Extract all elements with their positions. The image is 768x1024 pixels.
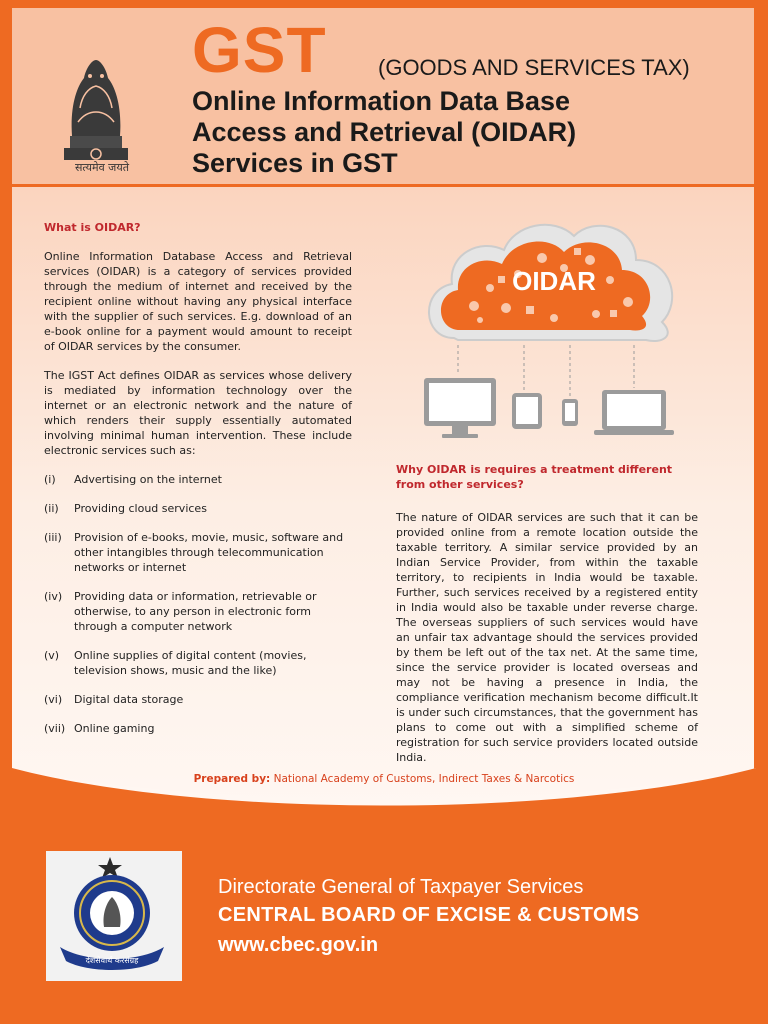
- cbec-seal-icon: [46, 851, 182, 981]
- list-item-text: Providing cloud services: [74, 502, 207, 515]
- directorate-name: Directorate General of Taxpayer Services: [218, 876, 584, 898]
- prepared-by-label: Prepared by:: [193, 773, 271, 785]
- title-line-2: Access and Retrieval (OIDAR): [192, 117, 577, 147]
- list-item-text: Providing data or information, retrievable or otherwise, to any person in electronic form through a computer network: [74, 590, 317, 633]
- list-item: [44, 472, 352, 487]
- list-item-number: (vi): [44, 693, 63, 706]
- igst-paragraph: The IGST Act defines OIDAR as services whose delivery is mediated by information technology over the internet or an electronic network and the nature of which renders their supply essentially automated involving minimal human intervention. These include electronic services such as:: [44, 369, 352, 457]
- list-item-number: (iv): [44, 590, 63, 603]
- logo-band-text: देशसेवार्थं करसंग्रह: [85, 956, 139, 965]
- list-item-number: (vii): [44, 722, 66, 735]
- list-item-number: (iii): [44, 531, 62, 544]
- list-item-text: Online supplies of digital content (movies, television shows, music and the like): [74, 649, 307, 677]
- prepared-by-org: National Academy of Customs, Indirect Taxes & Narcotics: [273, 773, 575, 785]
- tablet-icon: [512, 393, 542, 429]
- national-motto: सत्यमेव जयते: [74, 161, 129, 174]
- list-item-number: (i): [44, 473, 56, 486]
- list-item: [44, 501, 352, 516]
- footer-text: [218, 874, 639, 960]
- cloud-label: OIDAR: [512, 266, 596, 296]
- why-oidar-heading: Why OIDAR is requires a treatment different from other services?: [396, 463, 673, 491]
- cloud-icon: [429, 225, 672, 341]
- list-item-text: Advertising on the internet: [74, 473, 222, 486]
- gst-title: GST: [192, 14, 327, 86]
- what-is-oidar-heading: What is OIDAR?: [44, 221, 141, 234]
- services-list: [44, 472, 352, 736]
- list-item-text: Provision of e-books, movie, music, software and other intangibles through telecommunication networks or internet: [74, 531, 344, 574]
- board-name: CENTRAL BOARD OF EXCISE & CUSTOMS: [218, 904, 640, 926]
- list-item: [44, 692, 352, 707]
- list-item-number: (v): [44, 649, 60, 662]
- list-item: [44, 648, 352, 678]
- national-emblem-icon: [56, 38, 136, 178]
- title-line-1: Online Information Data Base: [192, 86, 571, 116]
- title-line-3: Services in GST: [192, 148, 398, 178]
- desktop-monitor-icon: [424, 378, 496, 438]
- oidar-cloud-illustration: [414, 210, 686, 460]
- gst-subtitle: (GOODS AND SERVICES TAX): [378, 55, 690, 80]
- why-oidar-paragraph: The nature of OIDAR services are such that it can be provided online from a remote location outside the taxable territory. A similar service provided by an Indian Service Provider, from within the taxable territory, to recipients in India would be taxable. Further, such services received by a registered entity in India would also be taxable under reverse charge. The overseas suppliers of such services would have an unfair tax advantage should the services provided by them be left out of the tax net. At the same time, since the service provider is located overseas and may not be having a presence in India, the compliance verification mechanism become difficult.It is under such circumstances, that the government has plans to come out with a simplified scheme of registration for such service providers located outside India.: [396, 511, 698, 764]
- list-item-text: Digital data storage: [74, 693, 184, 706]
- list-item: [44, 530, 352, 575]
- laptop-icon: [594, 390, 674, 435]
- list-item-number: (ii): [44, 502, 59, 515]
- list-item: [44, 589, 352, 634]
- definition-paragraph: Online Information Database Access and Retrieval services (OIDAR) is a category of services provided through the medium of internet and received by the recipient online without having any physical interface with the supplier of such services. E.g. download of an e-book online for a payment would amount to receipt of OIDAR services by the consumer.: [44, 250, 352, 353]
- page-title: [192, 86, 752, 179]
- list-item-text: Online gaming: [74, 722, 155, 735]
- left-column: [44, 220, 352, 750]
- mobile-phone-icon: [562, 399, 578, 426]
- website-link[interactable]: www.cbec.gov.in: [218, 934, 379, 956]
- prepared-by: [0, 773, 768, 785]
- cbec-logo: [46, 851, 182, 981]
